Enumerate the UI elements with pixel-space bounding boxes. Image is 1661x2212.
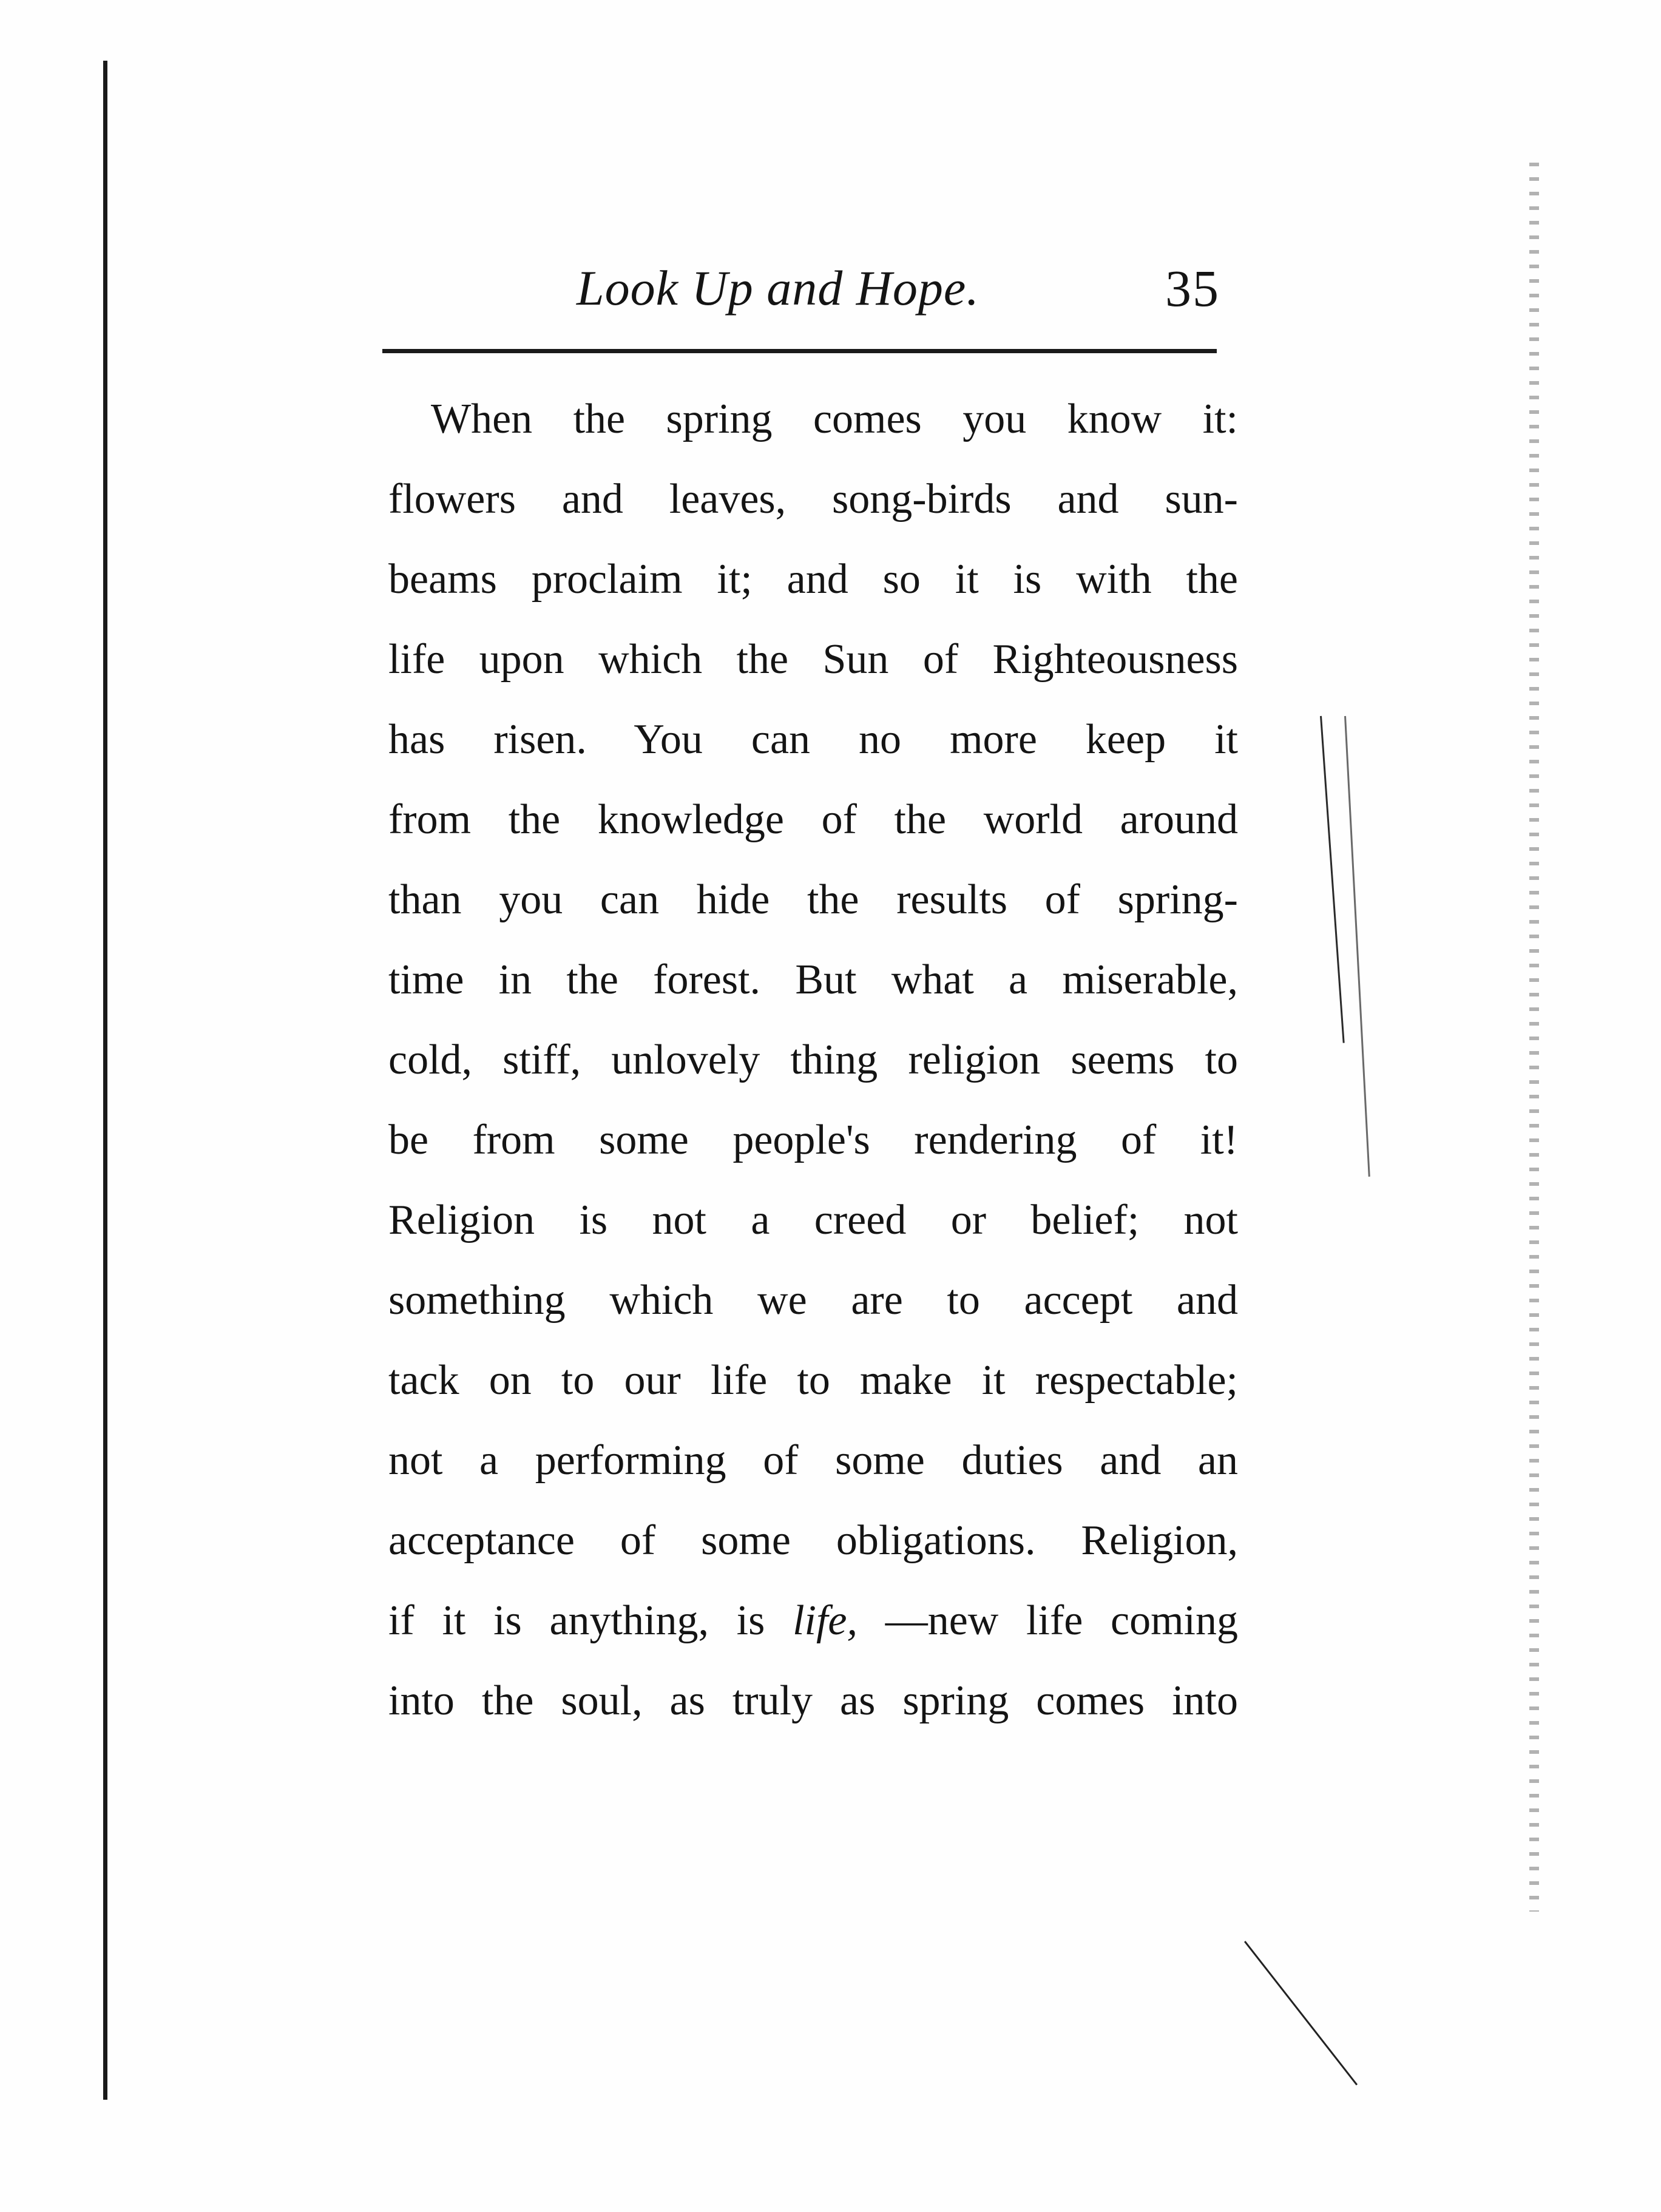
text-line: something which we are to accept and [388, 1277, 1238, 1324]
text-line: from the knowledge of the world around [388, 796, 1238, 843]
text-line: into the soul, as truly as spring comes into [388, 1677, 1238, 1724]
text-line-with-emphasis [388, 1581, 1238, 1661]
text-line: acceptance of some obligations. Religion, [388, 1517, 1238, 1564]
body-text [388, 379, 1238, 1741]
text-line: than you can hide the results of spring- [388, 876, 1238, 923]
text-line: tack on to our life to make it respectable; [388, 1357, 1238, 1404]
text-line: time in the forest. But what a miserable, [388, 956, 1238, 1003]
text-line: beams proclaim it; and so it is with the [388, 556, 1238, 603]
emphasized-word: life, [793, 1597, 858, 1644]
text-line: Religion is not a creed or belief; not [388, 1197, 1238, 1243]
text-line: When the spring comes you know it: [431, 396, 1238, 442]
bleed-through-mark [1344, 716, 1370, 1177]
bleed-through-mark [1320, 716, 1345, 1043]
page-edge-speckles [1529, 152, 1539, 1912]
text-line: be from some people's rendering of it! [388, 1117, 1238, 1163]
text-line: life upon which the Sun of Righteousness [388, 636, 1238, 683]
text-line: cold, stiff, unlovely thing religion seems to [388, 1037, 1238, 1083]
stray-pen-stroke [1244, 1941, 1358, 2085]
running-head [382, 255, 1220, 328]
text-line: not a performing of some duties and an [388, 1437, 1238, 1484]
binding-edge-line [103, 61, 107, 2100]
text-segment: if it is anything, is [388, 1597, 793, 1644]
running-title: Look Up and Hope. [577, 260, 979, 316]
text-line: has risen. You can no more keep it [388, 716, 1238, 763]
text-segment: —new life coming [858, 1597, 1238, 1644]
text-line: flowers and leaves, song-birds and sun- [388, 476, 1238, 523]
header-rule [382, 349, 1217, 353]
page-number: 35 [1165, 259, 1220, 317]
